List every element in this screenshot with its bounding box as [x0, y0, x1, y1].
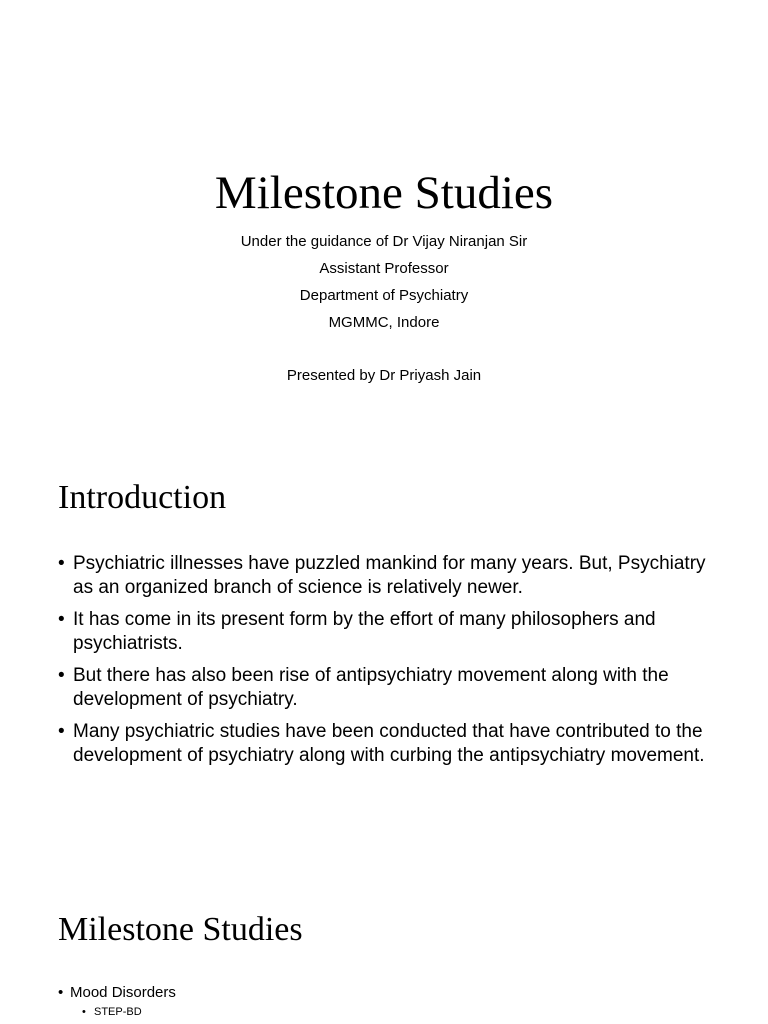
bullet-label: Mood Disorders [70, 984, 176, 1001]
institution-line: MGMMC, Indore [328, 314, 440, 331]
presenter-line: Presented by Dr Priyash Jain [286, 367, 482, 384]
slide-title: Milestone Studies [58, 911, 303, 948]
guidance-line: Under the guidance of Dr Vijay Niranjan Sir [240, 233, 528, 250]
slide-title: Introduction [58, 479, 227, 516]
bullet-item: • Many psychiatric studies have been conducted that have contributed to the development of psychiatry along with curbing the antipsychiatry movement. [58, 720, 718, 767]
bullet-item: • But there has also been rise of antipsychiatry movement along with the development of psychiatry. [58, 664, 718, 711]
department-line: Department of Psychiatry [299, 287, 469, 304]
guidance-block [0, 228, 768, 336]
bullet-list [58, 552, 718, 776]
sub-bullet-list [70, 1003, 718, 1021]
bullet-item-mood-disorders [58, 982, 718, 1021]
bullet-item: • It has come in its present form by the effort of many philosophers and psychiatrists. [58, 608, 718, 655]
sub-bullet-item: • STEP-BD [82, 1003, 718, 1021]
title-slide [0, 0, 768, 432]
bullet-item: • Psychiatric illnesses have puzzled mankind for many years. But, Psychiatry as an organized branch of science is relatively newer. [58, 552, 718, 599]
designation-line: Assistant Professor [319, 260, 449, 277]
introduction-slide [0, 432, 768, 864]
bullet-list [58, 982, 718, 1023]
milestone-studies-slide [0, 864, 768, 1024]
presentation-title: Milestone Studies [214, 167, 554, 219]
